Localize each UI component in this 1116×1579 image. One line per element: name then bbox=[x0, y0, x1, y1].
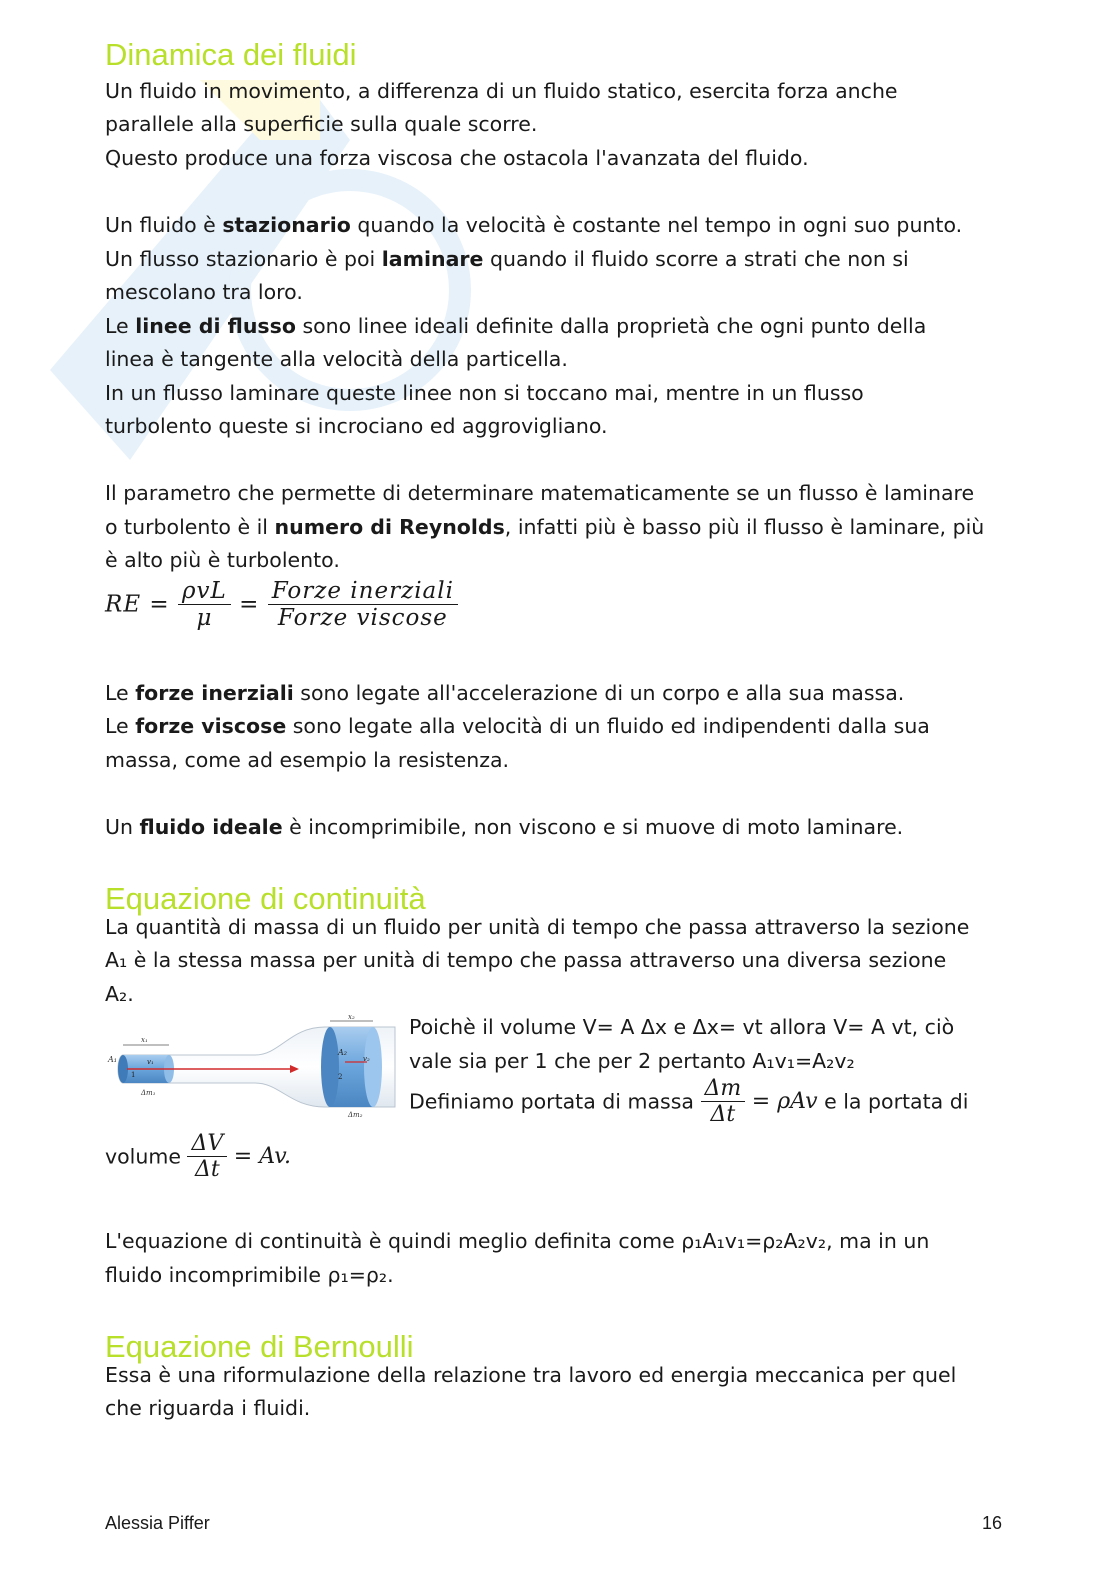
paragraph-line: fluido incomprimibile ρ₁=ρ₂. bbox=[105, 1263, 394, 1287]
portata-volume-line: volume $\frac{\Delta V}{\Delta t}$ = Av. bbox=[105, 1131, 292, 1182]
label-a2: A₂ bbox=[338, 1048, 347, 1057]
paragraph-line: Poichè il volume V= A Δx e Δx= vt allora V= A vt, ciò bbox=[409, 1015, 955, 1039]
term-stazionario: stazionario bbox=[222, 213, 351, 237]
label-dm1: Δm₁ bbox=[141, 1089, 156, 1097]
label-dm2: Δm₂ bbox=[348, 1111, 363, 1119]
paragraph-line: parallele alla superficie sulla quale scorre. bbox=[105, 112, 538, 136]
paragraph-line: è alto più è turbolento. bbox=[105, 548, 340, 572]
footer-page-number: 16 bbox=[982, 1513, 1003, 1533]
label-1: 1 bbox=[131, 1071, 136, 1079]
section-title-bernoulli: Equazione di Bernoulli bbox=[105, 1329, 414, 1364]
paragraph-line: L'equazione di continuità è quindi meglio definita come ρ₁A₁v₁=ρ₂A₂v₂, ma in un bbox=[105, 1229, 930, 1253]
paragraph-line: massa, come ad esempio la resistenza. bbox=[105, 748, 510, 772]
section-title-continuita: Equazione di continuità bbox=[105, 881, 426, 916]
paragraph-line: Questo produce una forza viscosa che ostacola l'avanzata del fluido. bbox=[105, 146, 809, 170]
label-x1: x₁ bbox=[141, 1036, 148, 1044]
term-laminare: laminare bbox=[381, 247, 484, 271]
pipe-flow-figure bbox=[105, 1015, 405, 1125]
paragraph-line: che riguarda i fluidi. bbox=[105, 1396, 311, 1420]
paragraph-line: mescolano tra loro. bbox=[105, 280, 303, 304]
paragraph-fluido-ideale: Un fluido ideale è incomprimibile, non viscono e si muove di moto laminare. bbox=[105, 815, 904, 839]
paragraph-line: La quantità di massa di un fluido per unità di tempo che passa attraverso la sezione bbox=[105, 915, 970, 939]
label-x2: x₂ bbox=[348, 1015, 355, 1021]
paragraph-forze-viscose: Le forze viscose sono legate alla velocità di un fluido ed indipendenti dalla sua bbox=[105, 714, 930, 738]
paragraph-line: A₂. bbox=[105, 982, 134, 1006]
paragraph-laminare: Un flusso stazionario è poi laminare quando il fluido scorre a strati che non si bbox=[105, 247, 909, 271]
paragraph-linee-flusso: Le linee di flusso sono linee ideali definite dalla proprietà che ogni punto della bbox=[105, 314, 927, 338]
section-title-dinamica: Dinamica dei fluidi bbox=[105, 37, 357, 72]
label-v2: v₂ bbox=[363, 1055, 370, 1063]
paragraph-line: A₁ è la stessa massa per unità di tempo che passa attraverso una diversa sezione bbox=[105, 948, 947, 972]
paragraph-reynolds: o turbolento è il numero di Reynolds, infatti più è basso più il flusso è laminare, più bbox=[105, 515, 985, 539]
term-linee-di-flusso: linee di flusso bbox=[135, 314, 296, 338]
term-fluido-ideale: fluido ideale bbox=[139, 815, 283, 839]
footer-author: Alessia Piffer bbox=[105, 1513, 210, 1533]
label-v1: v₁ bbox=[147, 1058, 154, 1066]
term-forze-inerziali: forze inerziali bbox=[135, 681, 294, 705]
paragraph-line: turbolento queste si incrociano ed aggrovigliano. bbox=[105, 414, 608, 438]
paragraph-line: Il parametro che permette di determinare matematicamente se un flusso è laminare bbox=[105, 481, 975, 505]
portata-massa-line: Definiamo portata di massa $\frac{\Delta m}{\Delta t}$ = ρAv e la portata di bbox=[409, 1076, 969, 1127]
label-a1: A₁ bbox=[108, 1055, 117, 1064]
paragraph-line: linea è tangente alla velocità della particella. bbox=[105, 347, 568, 371]
formula-reynolds: RE = $\frac{\text{ρvL}}{\mu}$ = $\frac{\text{Forze inerziali}}{\text{Forze viscose}}$ bbox=[105, 578, 458, 631]
paragraph-line: In un flusso laminare queste linee non si toccano mai, mentre in un flusso bbox=[105, 381, 864, 405]
paragraph-line: Un fluido in movimento, a differenza di un fluido statico, esercita forza anche bbox=[105, 79, 898, 103]
label-2: 2 bbox=[338, 1073, 343, 1081]
paragraph-line: vale sia per 1 che per 2 pertanto A₁v₁=A₂v₂ bbox=[409, 1049, 855, 1073]
paragraph-stazionario: Un fluido è stazionario quando la velocità è costante nel tempo in ogni suo punto. bbox=[105, 213, 963, 237]
paragraph-forze-inerziali: Le forze inerziali sono legate all'accelerazione di un corpo e alla sua massa. bbox=[105, 681, 905, 705]
term-forze-viscose: forze viscose bbox=[135, 714, 287, 738]
paragraph-line: Essa è una riformulazione della relazione tra lavoro ed energia meccanica per quel bbox=[105, 1363, 957, 1387]
term-numero-reynolds: numero di Reynolds bbox=[274, 515, 505, 539]
